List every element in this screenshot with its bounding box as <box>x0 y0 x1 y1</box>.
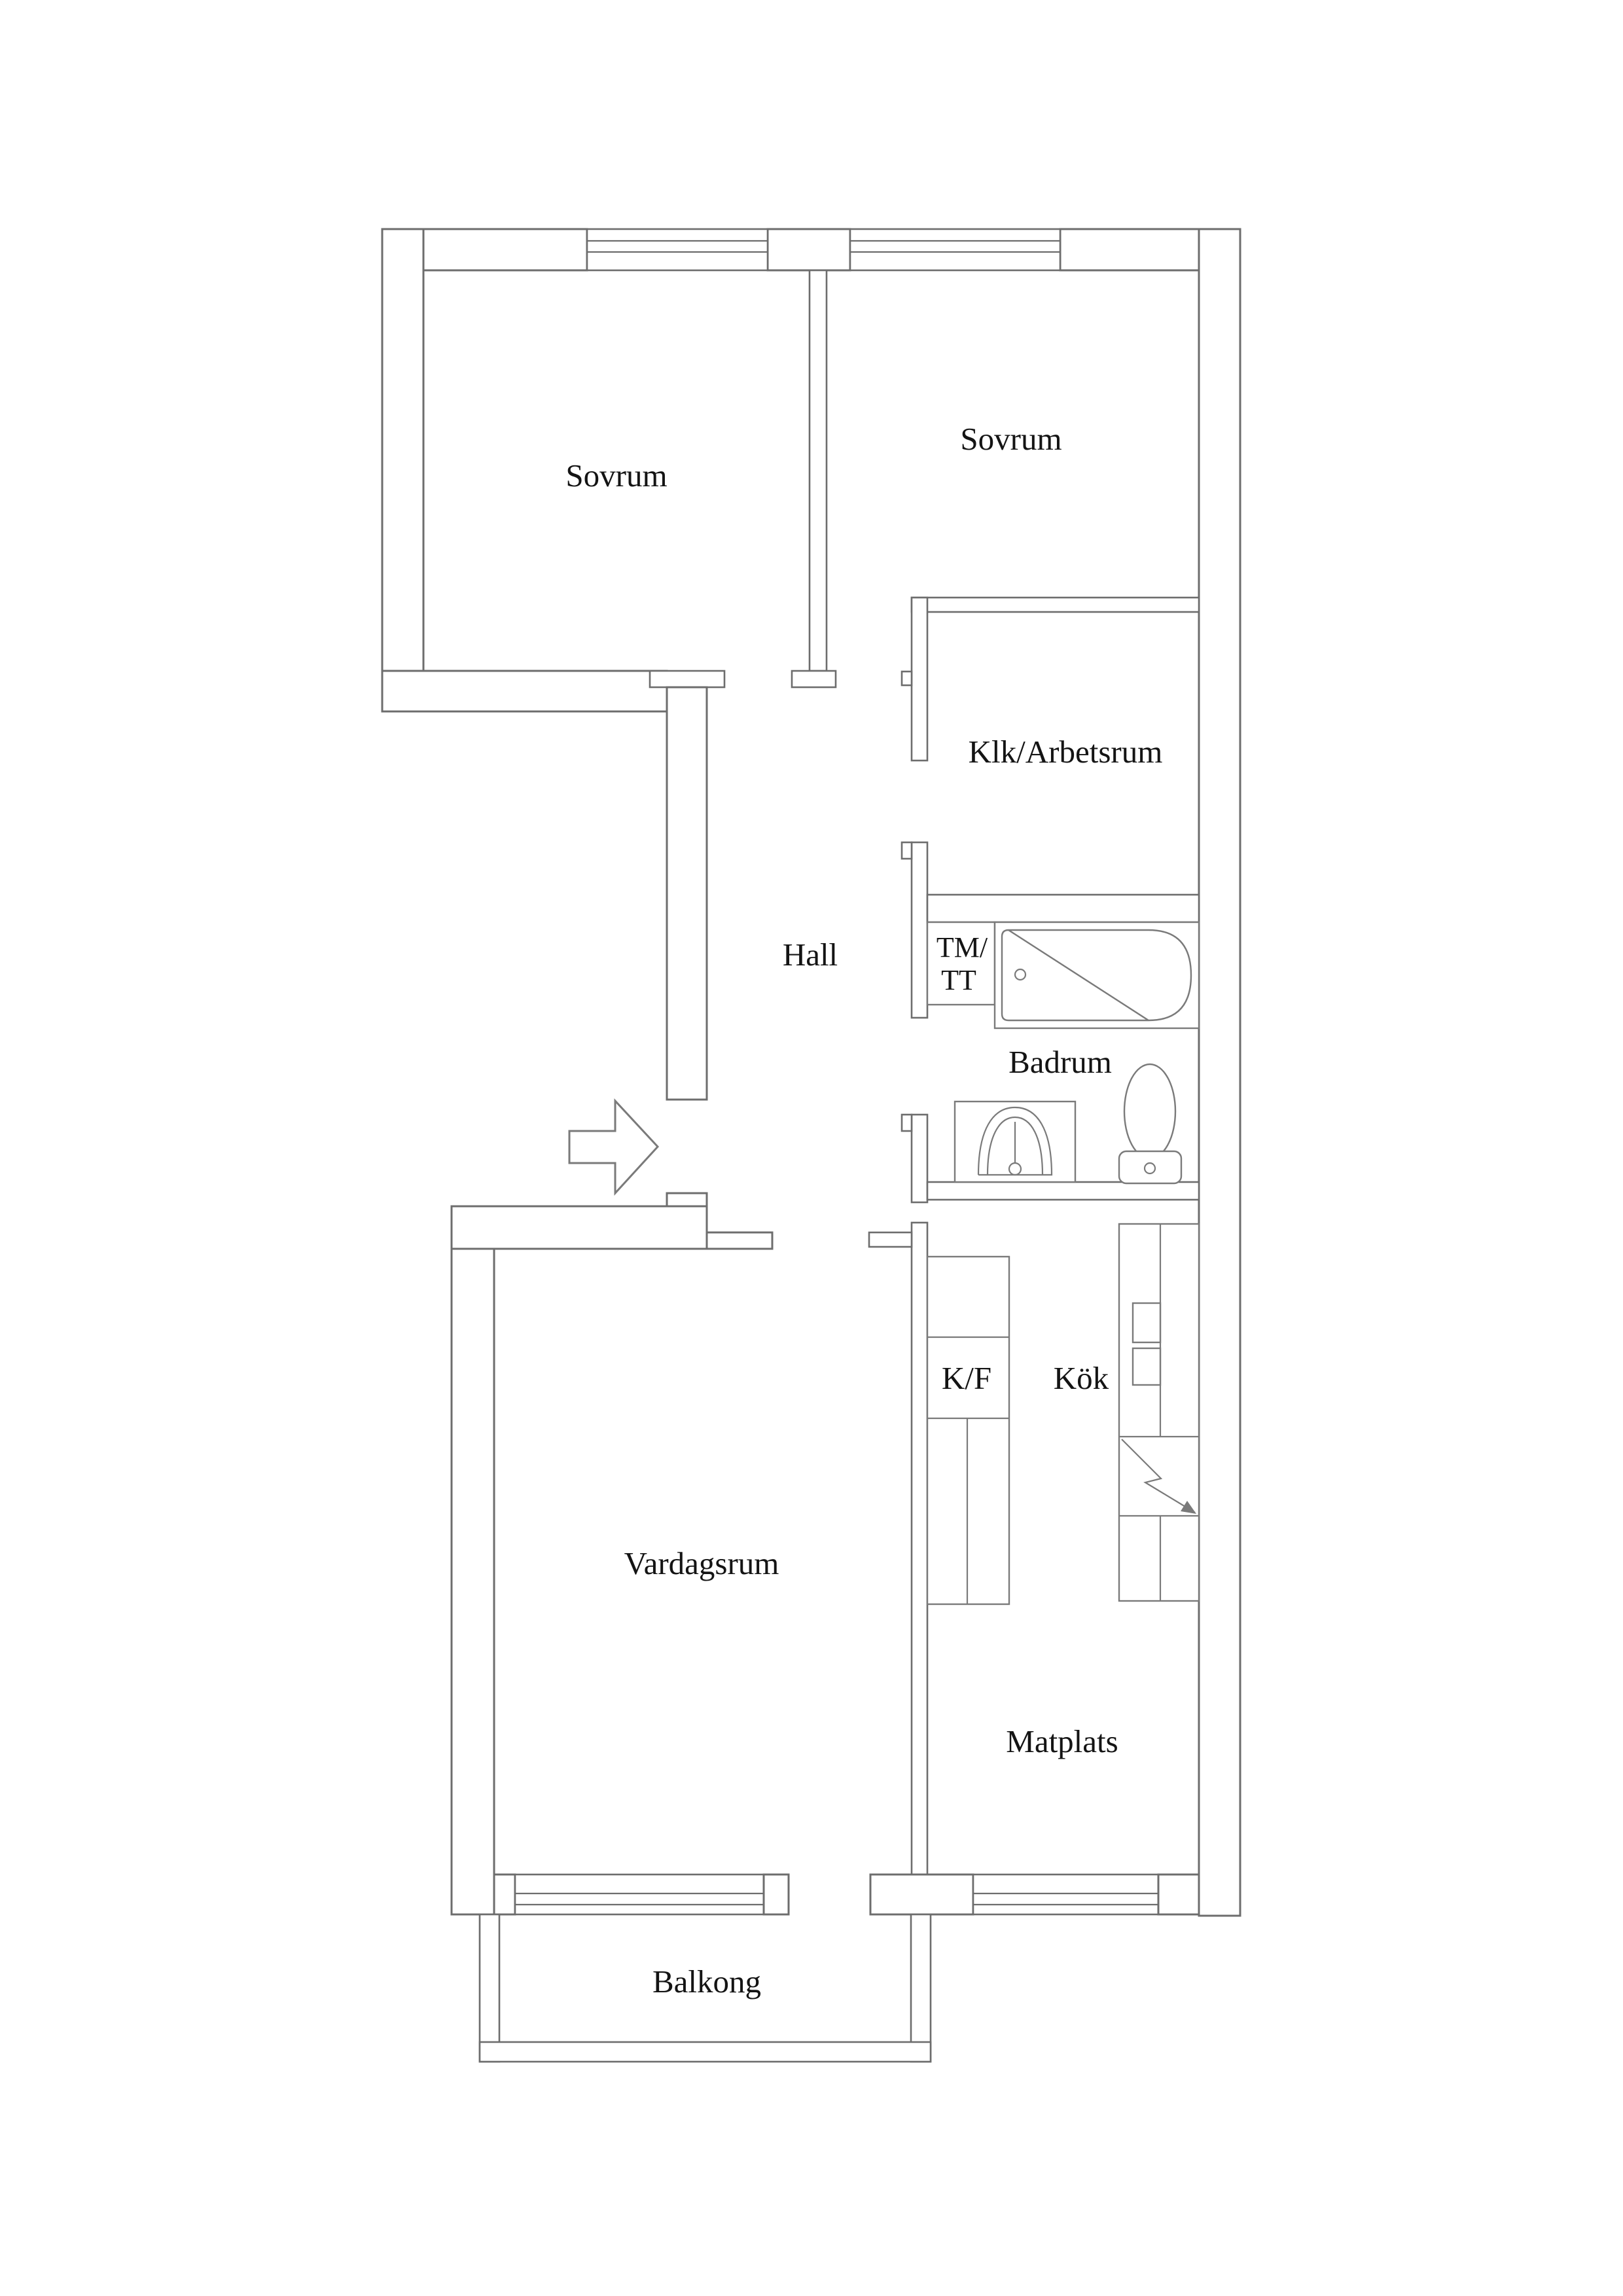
label-kitchen: Kök <box>1053 1360 1109 1396</box>
balcony-wall-south <box>480 2042 931 2062</box>
kitchen-sink-basin-1 <box>1133 1303 1160 1342</box>
wall-living-north-west <box>452 1206 707 1249</box>
jamb-bathroom-low <box>902 1115 912 1131</box>
wall-closet-bathroom-divider <box>927 895 1199 922</box>
label-laundry-line2: TT <box>941 964 976 996</box>
wall-bedroom-south-band <box>382 671 667 711</box>
label-dining-area: Matplats <box>1006 1723 1118 1759</box>
kitchen-sink-basin-2 <box>1133 1348 1160 1385</box>
toilet-tank <box>1119 1151 1181 1183</box>
wall-living-north-step <box>707 1232 772 1249</box>
label-laundry-line1: TM/ <box>936 931 988 963</box>
cabinet-run-west <box>927 1257 1009 1604</box>
label-fridge-freezer: K/F <box>941 1360 992 1396</box>
label-closet-workroom: Klk/Arbetsrum <box>968 734 1163 770</box>
wall-bathroom-west-mid <box>912 842 927 1018</box>
wall-top-middle <box>768 229 850 270</box>
wall-closet-west <box>912 598 927 761</box>
wall-between-bedrooms <box>810 270 827 671</box>
jamb-bathroom-mid <box>902 842 912 859</box>
wall-bathroom-south <box>927 1182 1199 1200</box>
label-bathroom: Badrum <box>1008 1044 1112 1080</box>
wall-west-living <box>452 1206 494 1914</box>
window-living <box>515 1874 764 1914</box>
jamb-closet-top <box>902 672 912 685</box>
wall-west-bedroom <box>382 229 423 711</box>
wall-bottom-seg1 <box>494 1874 515 1914</box>
jamb-kitchen-entry <box>869 1232 912 1247</box>
wall-kitchen-west <box>912 1223 927 1874</box>
wall-bedroom2-south <box>912 598 1199 612</box>
wall-east <box>1199 229 1240 1916</box>
toilet-bowl-icon <box>1124 1064 1175 1158</box>
wall-bathroom-west-low <box>912 1115 927 1202</box>
label-hall: Hall <box>782 937 838 973</box>
entry-arrow-icon <box>569 1101 658 1193</box>
wall-hall-west-stub <box>667 1193 707 1206</box>
bathtub-icon <box>1002 930 1191 1020</box>
label-living-room: Vardagsrum <box>624 1545 779 1581</box>
counter-run-east <box>1119 1224 1199 1601</box>
window-bedroom-right <box>850 229 1060 270</box>
wall-bottom-seg2 <box>764 1874 789 1914</box>
jamb-hall-top <box>650 671 724 687</box>
jamb-between-bedrooms <box>792 671 836 687</box>
window-dining <box>973 1874 1158 1914</box>
interior-walls <box>650 270 1199 1874</box>
wall-bottom-seg3 <box>870 1874 973 1914</box>
window-bedroom-left <box>587 229 768 270</box>
label-balcony: Balkong <box>652 1964 762 2000</box>
bottom-wall <box>494 1874 1199 1914</box>
kitchen-fixtures <box>927 1224 1199 1604</box>
wall-hall-west <box>667 687 707 1100</box>
wall-bottom-seg4 <box>1158 1874 1199 1914</box>
label-bedroom-right: Sovrum <box>960 421 1062 457</box>
label-bedroom-left: Sovrum <box>565 457 668 493</box>
balcony-wall-west <box>480 1914 499 2062</box>
balcony-wall-east <box>911 1914 931 2062</box>
